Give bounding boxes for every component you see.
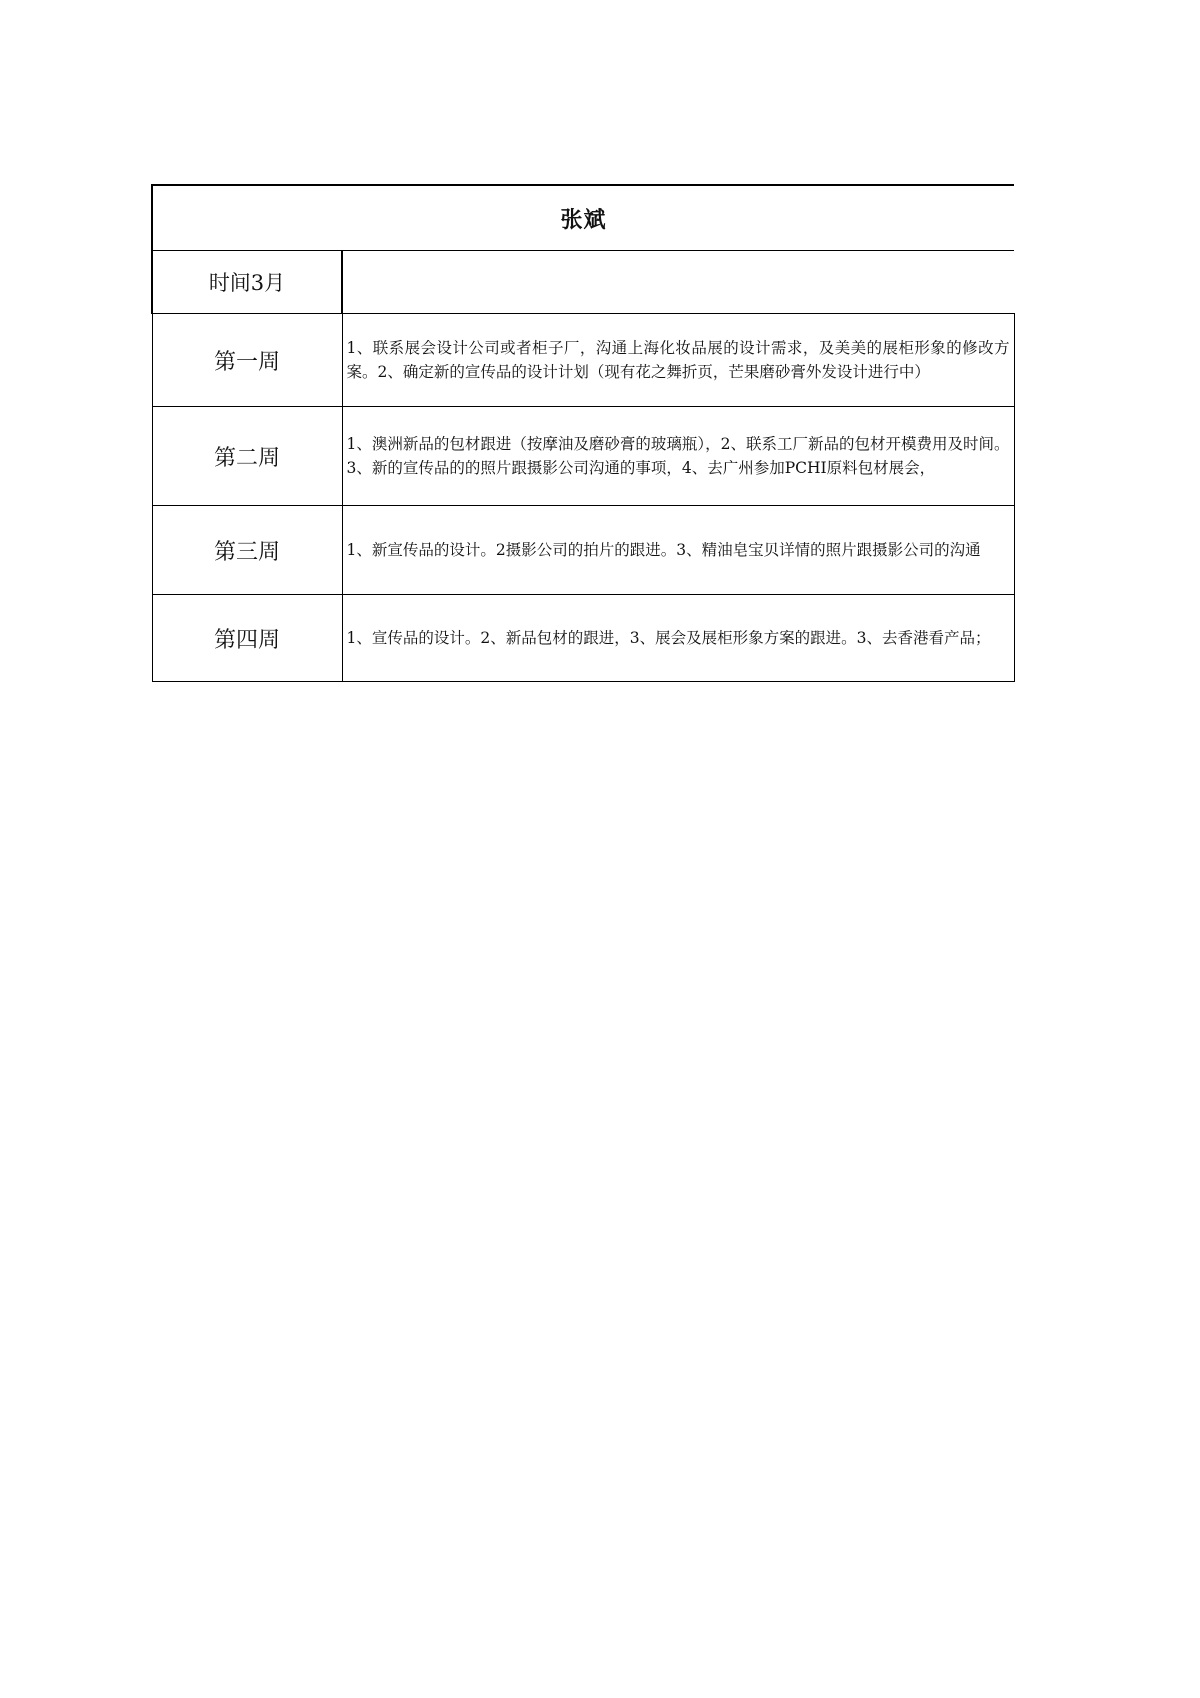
week-tasks: 1、联系展会设计公司或者柜子厂，沟通上海化妆品展的设计需求，及美美的展柜形象的修改方案。2、确定新的宣传品的设计计划（现有花之舞折页，芒果磨砂膏外发设计进行中）: [342, 314, 1014, 407]
week-label: 第四周: [152, 595, 342, 682]
table-row: [152, 506, 1014, 595]
week-label: 第一周: [152, 314, 342, 407]
week-tasks: 1、宣传品的设计。2、新品包材的跟进，3、展会及展柜形象方案的跟进。3、去香港看产品；: [342, 595, 1014, 682]
weekly-schedule-table: [151, 184, 1015, 682]
month-row: [152, 251, 1014, 314]
week-label: 第三周: [152, 506, 342, 595]
table-row: [152, 595, 1014, 682]
table-row: [152, 407, 1014, 506]
table-row: [152, 314, 1014, 407]
month-label: 时间3月: [152, 251, 342, 314]
work-plan-sheet: [151, 184, 1013, 682]
sheet-title: 张斌: [152, 185, 1014, 251]
title-row: [152, 185, 1014, 251]
week-tasks: 1、澳洲新品的包材跟进（按摩油及磨砂膏的玻璃瓶），2、联系工厂新品的包材开模费用及时间。3、新的宣传品的的照片跟摄影公司沟通的事项，4、去广州参加PCHI原料包材展会，: [342, 407, 1014, 506]
week-tasks: 1、新宣传品的设计。2摄影公司的拍片的跟进。3、精油皂宝贝详情的照片跟摄影公司的沟通: [342, 506, 1014, 595]
week-label: 第二周: [152, 407, 342, 506]
month-blank-cell: [342, 251, 1014, 314]
